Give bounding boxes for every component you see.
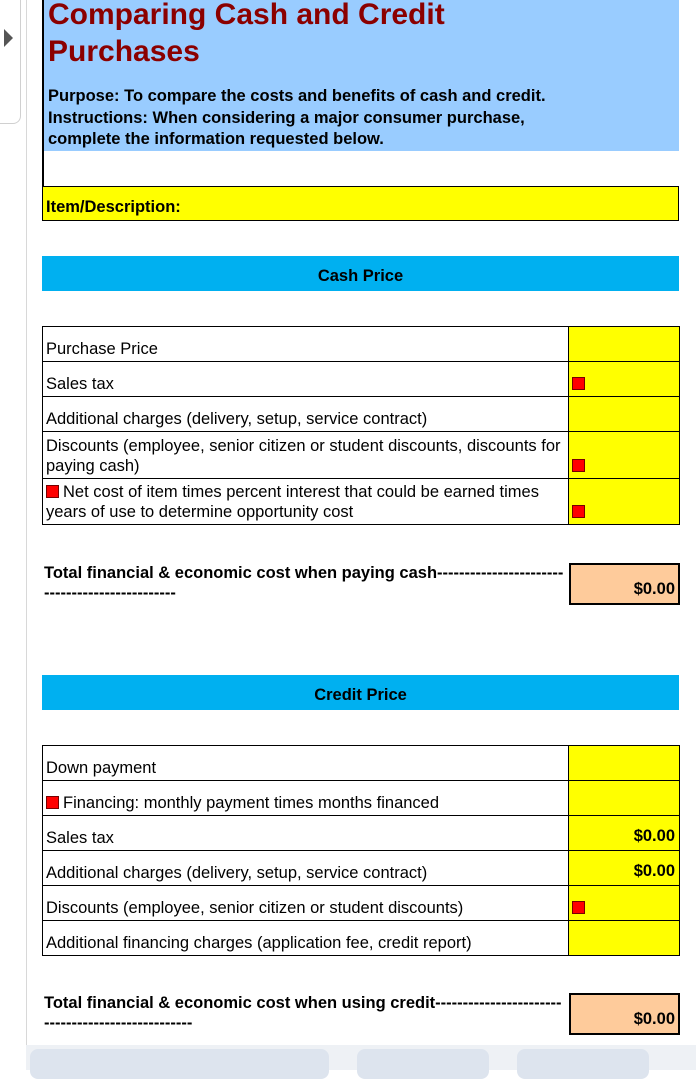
comment-marker-icon[interactable] xyxy=(46,796,59,809)
comment-marker-icon[interactable] xyxy=(572,459,585,472)
header-left-border xyxy=(42,0,44,186)
credit-price-header xyxy=(42,675,679,710)
bottom-tab[interactable] xyxy=(517,1049,649,1079)
table-row xyxy=(43,362,680,397)
credit-additional-charges-cell[interactable]: $0.00 xyxy=(569,851,680,886)
table-row xyxy=(43,851,680,886)
credit-price-table xyxy=(42,745,680,956)
purchase-price-cell[interactable] xyxy=(569,327,680,362)
credit-price-title: Credit Price xyxy=(314,686,407,704)
cash-additional-charges-cell[interactable] xyxy=(569,397,680,432)
row-label: Additional financing charges (application fee, credit report) xyxy=(43,921,569,956)
credit-total-cell[interactable] xyxy=(569,993,680,1035)
financing-charges-cell[interactable] xyxy=(569,921,680,956)
row-label: Discounts (employee, senior citizen or student discounts) xyxy=(43,886,569,921)
row-label: Net cost of item times percent interest that could be earned times years of use to determine opportunity cost xyxy=(43,479,569,525)
expand-arrow-icon[interactable] xyxy=(4,29,13,47)
cash-total-label: Total financial & economic cost when paying cash----------------------------------------------- xyxy=(44,564,564,602)
table-row xyxy=(43,479,680,525)
financing-cell[interactable] xyxy=(569,781,680,816)
row-label: Discounts (employee, senior citizen or student discounts, discounts for paying cash) xyxy=(43,432,569,479)
cash-price-header xyxy=(42,256,679,291)
item-description-field[interactable] xyxy=(42,186,679,221)
table-row xyxy=(43,781,680,816)
row-label: Additional charges (delivery, setup, service contract) xyxy=(43,851,569,886)
row-label: Sales tax xyxy=(43,816,569,851)
comment-marker-icon[interactable] xyxy=(46,485,59,498)
row-label: Sales tax xyxy=(43,362,569,397)
bottom-tab[interactable] xyxy=(357,1049,489,1079)
table-row xyxy=(43,327,680,362)
comment-marker-icon[interactable] xyxy=(572,505,585,518)
cash-price-title: Cash Price xyxy=(317,267,404,285)
sheet-left-edge xyxy=(26,0,27,1045)
bottom-tab[interactable] xyxy=(30,1049,329,1079)
table-row xyxy=(43,432,680,479)
comment-marker-icon[interactable] xyxy=(572,901,585,914)
cash-total-value: $0.00 xyxy=(633,580,675,598)
opportunity-cost-cell[interactable] xyxy=(569,479,680,525)
instructions-text: Instructions: When considering a major consumer purchase, complete the information requested below. xyxy=(48,109,525,148)
credit-discounts-cell[interactable] xyxy=(569,886,680,921)
credit-total-label: Total financial & economic cost when using credit-------------------------------------------------- xyxy=(44,994,562,1032)
row-label: Down payment xyxy=(43,746,569,781)
comment-marker-icon[interactable] xyxy=(572,377,585,390)
cash-price-table xyxy=(42,326,680,525)
table-row xyxy=(43,921,680,956)
table-row xyxy=(43,816,680,851)
cash-total-cell[interactable] xyxy=(569,563,680,605)
down-payment-cell[interactable] xyxy=(569,746,680,781)
cash-sales-tax-cell[interactable] xyxy=(569,362,680,397)
cash-discounts-cell[interactable] xyxy=(569,432,680,479)
table-row xyxy=(43,397,680,432)
side-panel-toggle[interactable] xyxy=(0,0,21,124)
item-description-label: Item/Description: xyxy=(46,198,181,216)
row-label: Financing: monthly payment times months financed xyxy=(43,781,569,816)
table-row xyxy=(43,746,680,781)
page-title: Comparing Cash and Credit Purchases xyxy=(48,0,445,68)
credit-total-value: $0.00 xyxy=(633,1010,675,1028)
row-label: Additional charges (delivery, setup, service contract) xyxy=(43,397,569,432)
credit-sales-tax-cell[interactable]: $0.00 xyxy=(569,816,680,851)
row-label: Purchase Price xyxy=(43,327,569,362)
purpose-text: Purpose: To compare the costs and benefits of cash and credit. xyxy=(48,87,546,105)
table-row xyxy=(43,886,680,921)
